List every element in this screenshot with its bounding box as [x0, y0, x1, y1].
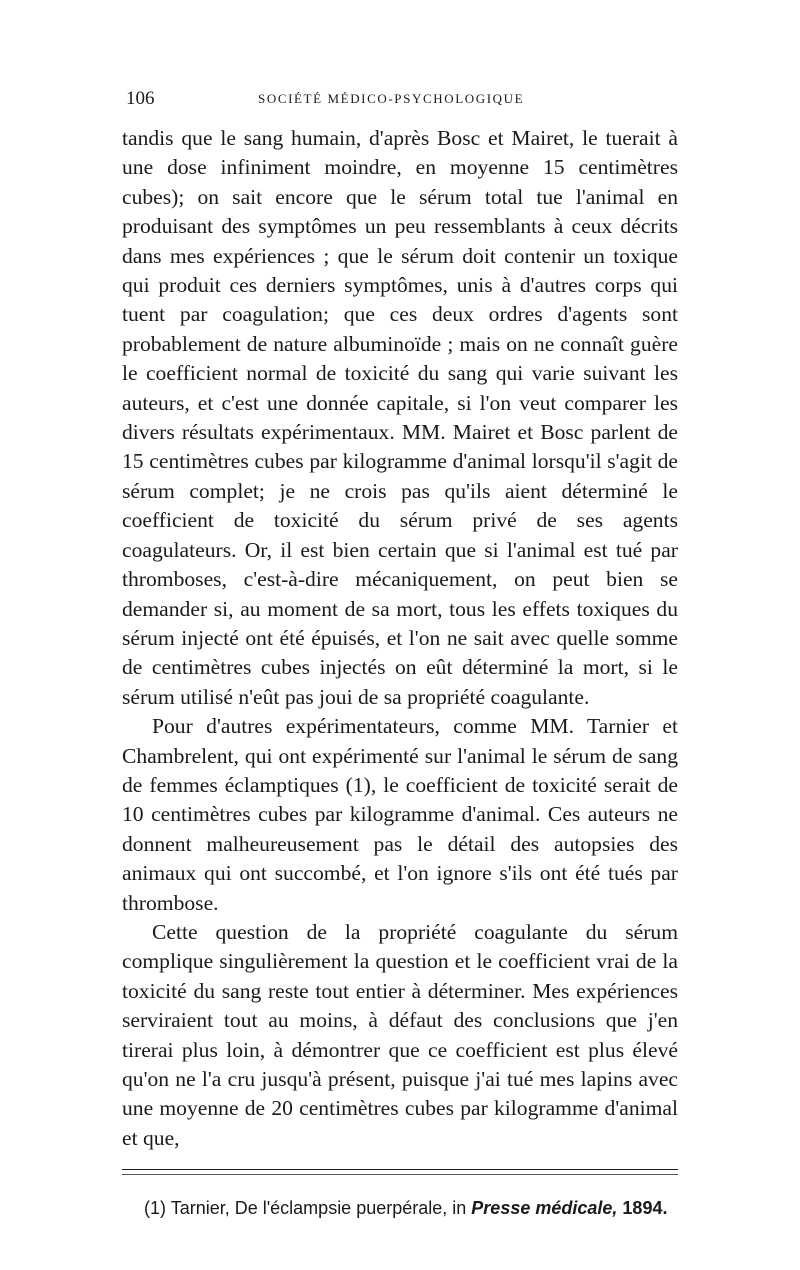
body-text: [122, 124, 678, 1153]
footnote-text: Tarnier, De l'éclampsie puerpérale, in: [170, 1198, 467, 1219]
paragraph-1: tandis que le sang humain, d'après Bosc et Mairet, le tuerait à une dose infiniment moindre, en moyenne 15 centimètres cubes); on sait encore que le sérum total tue l'animal en produisant des symptômes un peu ressemblants à ceux décrits dans mes expériences ; que le sérum doit contenir un toxique qui produit ces derniers symptômes, unis à d'autres corps qui tuent par coagulation; que ces deux ordres d'agents sont probablement de nature albuminoïde ; mais on ne connaît guère le coefficient normal de toxicité du sang qui varie suivant les auteurs, et c'est une donnée capitale, si l'on veut comparer les divers résultats expérimentaux. MM. Mairet et Bosc parlent de 15 centimètres cubes par kilogramme d'animal lorsqu'il s'agit de sérum complet; je ne crois pas qu'ils aient déterminé le coefficient de toxicité du sérum privé de ses agents coagulateurs. Or, il est bien certain que si l'animal est tué par thromboses, c'est-à-dire mécaniquement, on peut bien se demander si, au moment de sa mort, tous les effets toxiques du sérum injecté ont été épuisés, et l'on ne sait avec quelle somme de centimètres cubes injectés on eût déterminé la mort, si le sérum utilisé n'eût pas joui de sa propriété coagulante.: [122, 126, 678, 709]
footnote-journal: Presse médicale,: [471, 1198, 618, 1219]
footnote-rule-line: [122, 1169, 678, 1170]
footnote: [122, 1197, 678, 1219]
running-title: SOCIÉTÉ MÉDICO-PSYCHOLOGIQUE: [258, 91, 525, 106]
footnote-year: 1894.: [622, 1198, 668, 1219]
footnote-rule: [122, 1167, 678, 1179]
footnote-marker: (1): [144, 1198, 166, 1219]
footnote-rule-line: [122, 1174, 678, 1175]
paragraph-3: Cette question de la propriété coagulante du sérum complique singulièrement la question et le coefficient vrai de la toxicité du sang reste tout entier à déterminer. Mes expériences serviraient tout au moins, à défaut des conclusions que j'en tirerai plus loin, à démontrer que ce coefficient est plus élevé qu'on ne l'a cru jusqu'à présent, puisque j'ai tué mes lapins avec une moyenne de 20 centimètres cubes par kilogramme d'animal et que,: [122, 919, 678, 1150]
paragraph-2: Pour d'autres expérimentateurs, comme MM. Tarnier et Chambrelent, qui ont expérimenté sur l'animal le sérum de sang de femmes éclamptiques (1), le coefficient de toxicité serait de 10 centimètres cubes par kilogramme d'animal. Ces auteurs ne donnent malheureusement pas le détail des autopsies des animaux qui ont succombé, et l'on ignore s'ils ont été tués par thrombose.: [122, 714, 678, 915]
page-number: 106: [126, 88, 155, 109]
running-head: [122, 88, 678, 122]
book-page: [122, 88, 678, 1219]
